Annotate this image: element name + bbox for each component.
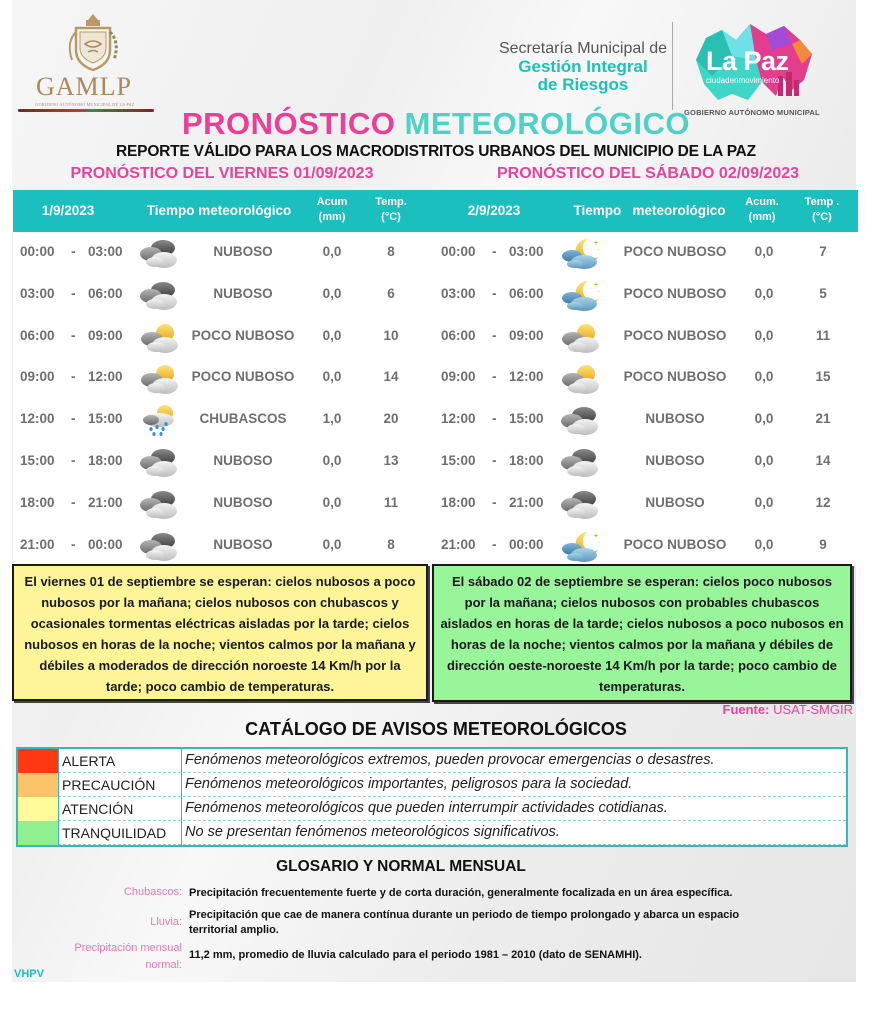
time-dash: - (492, 244, 497, 259)
cloudy-icon (137, 278, 181, 314)
forecast-row (13, 399, 437, 441)
header (0, 0, 872, 117)
svg-text:+: + (594, 240, 599, 247)
temperature-c: 11 (383, 494, 399, 510)
temperature-c: 20 (383, 411, 399, 427)
header-acum (310, 195, 354, 225)
precipitation-mm: 0,0 (754, 453, 774, 468)
weather-description: POCO NUBOSO (623, 536, 727, 552)
precipitation-mm: 1,0 (322, 411, 342, 427)
forecast-row (434, 274, 858, 316)
catalog-level: PRECAUCIÓN (62, 777, 156, 793)
temperature-c: 8 (387, 244, 395, 259)
cloudy-icon (137, 487, 181, 523)
time-from: 06:00 (441, 327, 476, 343)
header-tiempo: Tiempo meteorológico (573, 203, 726, 218)
time-dash: - (492, 453, 497, 468)
weather-description: POCO NUBOSO (623, 285, 727, 301)
header-tiempo: Tiempo meteorológico (146, 203, 292, 218)
partly-cloudy-day-icon (558, 361, 602, 397)
warning-catalog (16, 747, 848, 847)
header-temp-line1: Temp. (375, 196, 407, 208)
time-dash: - (492, 327, 497, 343)
gobierno-autonomo-label: GOBIERNO AUTÓNOMO MUNICIPAL (684, 108, 820, 117)
precipitation-mm: 0,0 (754, 411, 774, 427)
catalog-row-atencion (18, 797, 846, 821)
time-to: 21:00 (88, 494, 123, 510)
glossary-term-lluvia: Lluvia: (150, 916, 182, 928)
glossary-def-precipitacion: 11,2 mm, promedio de lluvia calculado para el periodo 1981 – 2010 (dato de SENAMHI). (189, 949, 642, 961)
temperature-c: 21 (815, 411, 831, 427)
header-temp (369, 195, 413, 225)
time-dash: - (71, 453, 76, 468)
time-from: 03:00 (20, 285, 55, 301)
gamlp-logo (14, 8, 154, 108)
header-acum-line2: (mm) (748, 211, 776, 223)
gamlp-wordmark: GAMLP (35, 72, 132, 101)
header-temp-line2: (°C) (812, 211, 832, 223)
time-to: 00:00 (509, 536, 544, 552)
cloudy-icon (137, 236, 181, 272)
forecast-heading-saturday: PRONÓSTICO DEL SÁBADO 02/09/2023 (496, 165, 800, 182)
time-dash: - (71, 369, 76, 385)
cloudy-icon (558, 445, 602, 481)
catalog-level: TRANQUILIDAD (62, 825, 167, 841)
source-label: Fuente: (722, 702, 770, 717)
coat-of-arms-icon (58, 12, 128, 74)
time-dash: - (492, 411, 497, 427)
time-to: 21:00 (509, 494, 544, 510)
forecast-row (434, 483, 858, 525)
forecast-row (434, 357, 858, 399)
partly-cloudy-night-icon (558, 278, 602, 314)
forecast-row (13, 274, 437, 316)
forecast-row (13, 483, 437, 525)
precipitation-mm: 0,0 (754, 536, 774, 552)
catalog-divider (58, 749, 59, 845)
catalog-title: CATÁLOGO DE AVISOS METEOROLÓGICOS (245, 719, 627, 739)
alerta-color-swatch (18, 749, 58, 773)
source-credit (723, 702, 854, 717)
weather-description: NUBOSO (645, 494, 705, 510)
time-from: 15:00 (20, 453, 55, 468)
time-from: 06:00 (20, 327, 55, 343)
time-from: 15:00 (441, 453, 476, 468)
glossary-def-chubascos: Precipitación frecuentemente fuerte y de corta duración, generalmente focalizada en un área específica. (189, 887, 733, 899)
forecast-row (434, 232, 858, 274)
forecast-table-friday (13, 190, 437, 566)
temperature-c: 8 (387, 536, 395, 552)
precipitation-mm: 0,0 (754, 244, 774, 259)
temperature-c: 6 (387, 285, 395, 301)
header-temp-line2: (°C) (381, 211, 401, 223)
weather-description: NUBOSO (645, 411, 705, 427)
table-body (434, 232, 858, 566)
time-from: 09:00 (441, 369, 476, 385)
forecast-heading-friday: PRONÓSTICO DEL VIERNES 01/09/2023 (70, 165, 374, 182)
secretaria-logo (498, 40, 668, 94)
catalog-description: Fenómenos meteorológicos extremos, pueden provocar emergencias o desastres. (185, 752, 715, 768)
weather-description: NUBOSO (213, 453, 273, 468)
time-to: 03:00 (509, 244, 544, 259)
precipitation-mm: 0,0 (322, 244, 342, 259)
forecast-row (434, 399, 858, 441)
precipitation-mm: 0,0 (322, 285, 342, 301)
forecast-row (434, 441, 858, 483)
precipitation-mm: 0,0 (754, 285, 774, 301)
weather-description: CHUBASCOS (199, 411, 287, 427)
glossary-def-lluvia: Precipitación que cae de manera contínua durante un periodo de tiempo prolongado y abarca un espacio territorial amplio. (189, 909, 740, 936)
weather-description: POCO NUBOSO (623, 327, 727, 343)
time-dash: - (71, 327, 76, 343)
table-body (13, 232, 437, 566)
temperature-c: 14 (815, 453, 831, 468)
title-part1: PRONÓSTICO (181, 106, 396, 141)
catalog-level: ALERTA (62, 753, 116, 769)
precipitation-mm: 0,0 (322, 536, 342, 552)
la-paz-logo (692, 20, 817, 105)
partly-cloudy-day-icon (558, 320, 602, 356)
precipitation-mm: 0,0 (322, 494, 342, 510)
time-dash: - (492, 369, 497, 385)
partly-cloudy-night-icon (558, 236, 602, 272)
glossary-term-line2: normal: (145, 959, 182, 971)
header-temp-line1: Temp . (804, 196, 840, 208)
temperature-c: 14 (383, 369, 399, 385)
showers-icon (137, 403, 181, 439)
gamlp-subtitle: GOBIERNO AUTÓNOMO MUNICIPAL DE LA PAZ (35, 102, 135, 107)
time-to: 12:00 (509, 369, 544, 385)
time-from: 21:00 (20, 536, 55, 552)
secretaria-line1: Secretaría Municipal de (498, 40, 668, 57)
svg-text:+: + (594, 532, 599, 540)
temperature-c: 10 (383, 327, 399, 343)
precipitation-mm: 0,0 (322, 327, 342, 343)
weather-description: NUBOSO (213, 494, 273, 510)
time-to: 06:00 (509, 285, 544, 301)
cloudy-icon (558, 403, 602, 439)
time-to: 18:00 (88, 453, 123, 468)
forecast-table-saturday (434, 190, 858, 566)
partly-cloudy-day-icon (137, 320, 181, 356)
catalog-level: ATENCIÓN (62, 801, 134, 817)
atencion-color-swatch (18, 797, 58, 821)
time-from: 00:00 (441, 244, 476, 259)
forecast-row (13, 441, 437, 483)
time-to: 09:00 (88, 327, 123, 343)
author-initials: VHPV (14, 968, 44, 980)
forecast-row (434, 525, 858, 567)
time-from: 18:00 (441, 494, 476, 510)
time-dash: - (71, 285, 76, 301)
cloudy-icon (558, 487, 602, 523)
temperature-c: 15 (815, 369, 831, 385)
time-from: 12:00 (441, 411, 476, 427)
catalog-row-alerta (18, 749, 846, 773)
weather-description: POCO NUBOSO (191, 369, 295, 385)
precaucion-color-swatch (18, 773, 58, 797)
partly-cloudy-night-icon (558, 529, 602, 565)
time-to: 03:00 (88, 244, 123, 259)
time-from: 00:00 (20, 244, 55, 259)
temperature-c: 12 (815, 494, 831, 510)
la-paz-tagline: ciudadenmovimiento (706, 76, 780, 85)
glossary-term-chubascos: Chubascos: (123, 886, 182, 898)
time-dash: - (71, 244, 76, 259)
page-title (0, 106, 872, 142)
time-dash: - (71, 494, 76, 510)
weather-description: NUBOSO (213, 244, 273, 259)
catalog-divider (181, 749, 182, 845)
weather-description: NUBOSO (213, 536, 273, 552)
header-acum-line2: (mm) (318, 211, 346, 223)
precipitation-mm: 0,0 (754, 369, 774, 385)
time-to: 15:00 (88, 411, 123, 427)
partly-cloudy-day-icon (137, 361, 181, 397)
precipitation-mm: 0,0 (754, 327, 774, 343)
catalog-row-precaucion (18, 773, 846, 797)
summary-friday: El viernes 01 de septiembre se esperan: cielos nubosos a poco nubosos por la mañana; cielos nubosos con chubascos y ocasionales tormentas eléctricas aisladas por la tarde; cielos nubosos en horas de la noche; vientos calmos por la mañana y débiles a moderados de dirección noroeste 14 Km/h por la tarde; poco cambio de temperaturas. (12, 564, 428, 701)
secretaria-line3: de Riesgos (537, 75, 629, 94)
table-header (434, 190, 858, 232)
time-to: 06:00 (88, 285, 123, 301)
forecast-row (13, 525, 437, 567)
source-value: USAT-SMGIR (769, 702, 853, 717)
catalog-description: Fenómenos meteorológicos importantes, peligrosos para la sociedad. (185, 776, 633, 792)
time-to: 15:00 (509, 411, 544, 427)
header-date: 2/9/2023 (467, 203, 521, 218)
time-dash: - (492, 285, 497, 301)
cloudy-icon (137, 445, 181, 481)
time-to: 18:00 (509, 453, 544, 468)
forecast-row (434, 316, 858, 358)
tranquilidad-color-swatch (18, 821, 58, 845)
cloudy-icon (137, 529, 181, 565)
svg-text:.: . (598, 246, 600, 252)
header-date: 1/9/2023 (41, 203, 95, 218)
summary-saturday: El sábado 02 de septiembre se esperan: cielos poco nubosos por la mañana; cielos nubosos con probables chubascos aislados en horas de la tarde; cielos nubosos a poco nubosos en horas de la noche; vientos calmos por la mañana y débiles de dirección oeste-noroeste 14 Km/h por la tarde; poco cambio de temperaturas. (432, 564, 852, 702)
time-dash: - (492, 494, 497, 510)
time-dash: - (71, 411, 76, 427)
temperature-c: 7 (819, 244, 827, 259)
forecast-row (13, 232, 437, 274)
precipitation-mm: 0,0 (322, 453, 342, 468)
temperature-c: 11 (815, 327, 831, 343)
time-dash: - (492, 536, 497, 552)
glossary-title: GLOSARIO Y NORMAL MENSUAL (276, 858, 526, 875)
time-from: 12:00 (20, 411, 55, 427)
time-to: 12:00 (88, 369, 123, 385)
report-subtitle: REPORTE VÁLIDO PARA LOS MACRODISTRITOS URBANOS DEL MUNICIPIO DE LA PAZ (116, 143, 756, 160)
svg-text:.: . (598, 538, 600, 545)
glossary-term-line1: Precipitación mensual (74, 942, 182, 954)
svg-text:+: + (594, 281, 599, 289)
time-dash: - (71, 536, 76, 552)
catalog-row-tranquilidad (18, 821, 846, 845)
glossary-term-precipitacion (74, 940, 182, 974)
header-acum-line1: Acum. (745, 196, 779, 208)
time-to: 00:00 (88, 536, 123, 552)
catalog-description: No se presentan fenómenos meteorológicos significativos. (185, 824, 560, 840)
time-from: 09:00 (20, 369, 55, 385)
weather-description: POCO NUBOSO (191, 327, 295, 343)
secretaria-line2: Gestión Integral (518, 57, 648, 76)
header-temp (799, 195, 845, 225)
svg-text:.: . (598, 287, 600, 294)
catalog-description: Fenómenos meteorológicos que pueden interrumpir actividades cotidianas. (185, 800, 668, 816)
time-from: 03:00 (441, 285, 476, 301)
la-paz-title: La Paz (706, 46, 789, 76)
header-acum (740, 195, 784, 225)
weather-description: POCO NUBOSO (623, 244, 727, 259)
header-acum-line1: Acum (316, 196, 348, 208)
time-to: 09:00 (509, 327, 544, 343)
weather-description: NUBOSO (213, 285, 273, 301)
weather-description: NUBOSO (645, 453, 705, 468)
precipitation-mm: 0,0 (754, 494, 774, 510)
time-from: 21:00 (441, 536, 476, 552)
temperature-c: 9 (819, 536, 827, 552)
forecast-row (13, 316, 437, 358)
table-header (13, 190, 437, 232)
temperature-c: 13 (383, 453, 399, 468)
time-from: 18:00 (20, 494, 55, 510)
header-divider (672, 22, 673, 110)
forecast-row (13, 357, 437, 399)
precipitation-mm: 0,0 (322, 369, 342, 385)
weather-description: POCO NUBOSO (623, 369, 727, 385)
title-part2: METEOROLÓGICO (404, 106, 691, 141)
temperature-c: 5 (819, 285, 827, 301)
